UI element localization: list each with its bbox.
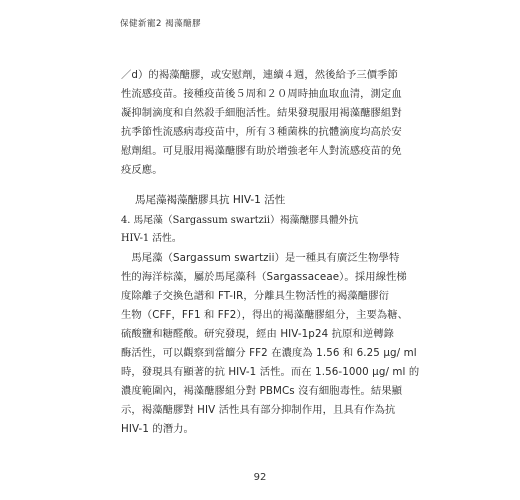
text-line: 生物（CFF，FF1 和 FF2），得出的褐藻醣膠組分，主要為糖、 — [121, 309, 409, 321]
text-line: 馬尾藻（Sargassum swartzii）是一種具有廣泛生物學特 — [121, 252, 400, 264]
text-line: 度除離子交換色譜和 FT-IR，分離具生物活性的褐藻醣膠衍 — [121, 290, 389, 302]
subheading-line: HIV-1 活性。 — [121, 233, 182, 244]
section-heading: 馬尾藻褐藻醣膠具抗 HIV-1 活性 — [135, 194, 286, 206]
running-header: 保健新寵2 褐藻醣膠 — [120, 19, 202, 29]
subheading-line: 4. 馬尾藻（Sargassum swartzii）褐藻醣膠具體外抗 — [121, 215, 359, 226]
text-line: 濃度範圍內，褐藻醣膠組分對 PBMCs 沒有細胞毒性。結果顯 — [121, 385, 403, 397]
text-line: ／d）的褐藻醣膠，或安慰劑，連續４週，然後給予三價季節 — [121, 69, 398, 81]
text-line: 疫反應。 — [121, 164, 163, 176]
text-line: 酶活性，可以觀察到當餾分 FF2 在濃度為 1.56 和 6.25 μg/ ml — [121, 347, 417, 359]
text-line: 性的海洋棕藻，屬於馬尾藻科（Sargassaceae）。採用線性梯 — [121, 271, 407, 283]
text-line: 慰劑組。可見服用褐藻醣膠有助於增強老年人對流感疫苗的免 — [121, 145, 402, 157]
text-line: 性流感疫苗。接種疫苗後５周和２０周時抽血取血清，測定血 — [121, 88, 402, 100]
paragraph-hiv-study — [121, 249, 421, 439]
page-number: 92 — [253, 472, 267, 483]
text-line: 示，褐藻醣膠對 HIV 活性具有部分抑制作用，且具有作為抗 — [121, 404, 396, 416]
text-line: 硫酸鹽和糖醛酸。研究發現，經由 HIV-1p24 抗原和逆轉錄 — [121, 328, 395, 340]
text-line: 凝抑制滴度和自然殺手細胞活性。結果發現服用褐藻醣膠組對 — [121, 107, 402, 119]
numbered-subheading — [121, 212, 358, 248]
text-line: HIV-1 的潛力。 — [121, 423, 194, 435]
text-line: 抗季節性流感病毒疫苗中，所有３種菌株的抗體滴度均高於安 — [121, 126, 402, 138]
text-line: 時，發現具有顯著的抗 HIV-1 活性。而在 1.56-1000 μg/ ml 的 — [121, 366, 420, 378]
paragraph-flu-vaccine — [121, 66, 421, 180]
